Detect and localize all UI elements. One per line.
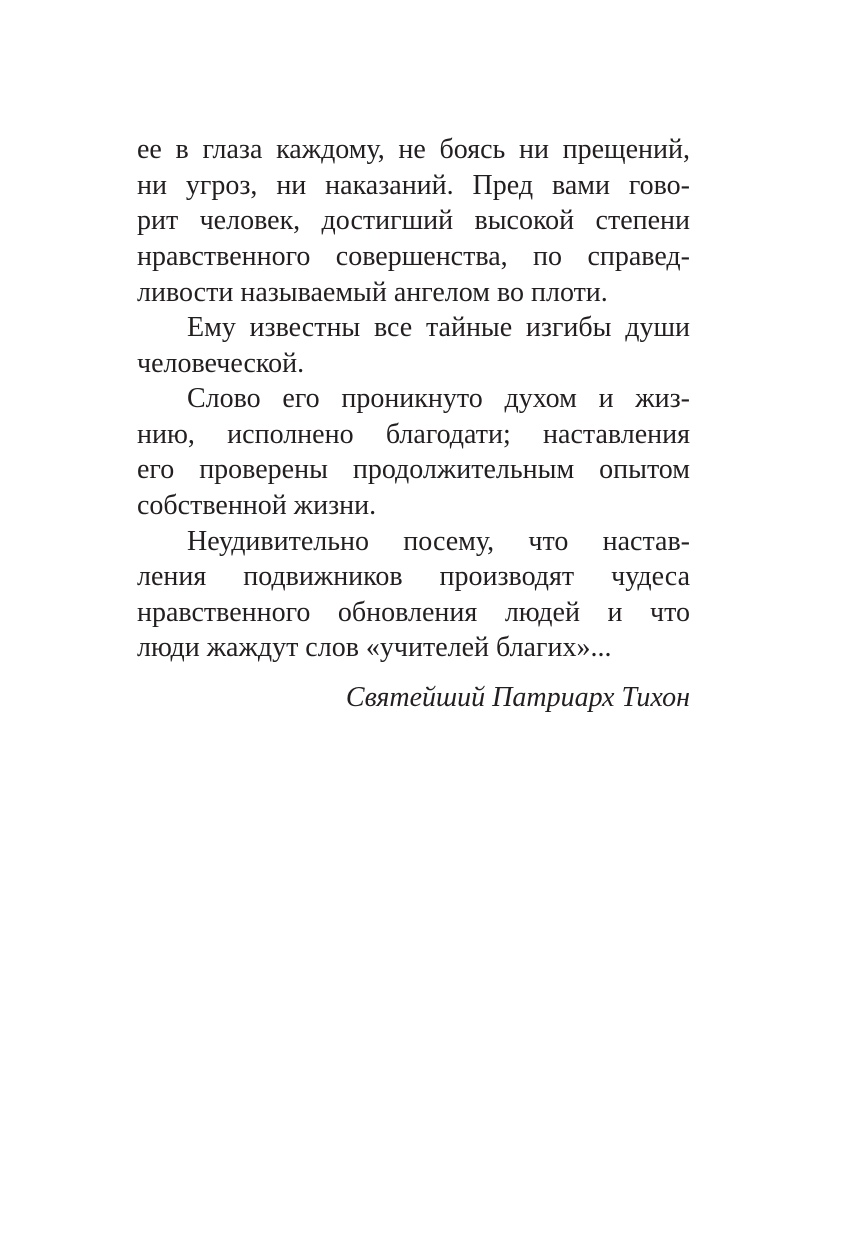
text-line: рит человек, достигший высокой степени: [137, 205, 690, 236]
text-line: ее в глаза каждому, не боясь ни прещений,: [137, 134, 690, 165]
text-line: нию, исполнено благодати; наставления: [137, 419, 690, 450]
text-line: ни угроз, ни наказаний. Пред вами гово-: [137, 170, 690, 201]
text-line: нравственного обновления людей и что: [137, 597, 690, 628]
text-line: нравственного совершенства, по справед-: [137, 241, 690, 272]
text-line: Ему известны все тайные изгибы души: [187, 312, 690, 343]
text-line: Слово его проникнуто духом и жиз-: [187, 383, 690, 414]
text-line: Неудивительно посему, что настав-: [187, 526, 690, 557]
text-line: ления подвижников производят чудеса: [137, 561, 690, 592]
signature: Святейший Патриарх Тихон: [345, 682, 690, 713]
text-line: люди жаждут слов «учителей благих»...: [137, 632, 612, 663]
text-line: его проверены продолжительным опытом: [137, 454, 690, 485]
text-line: ливости называемый ангелом во плоти.: [137, 277, 608, 308]
text-line: человеческой.: [137, 348, 305, 379]
text-line: собственной жизни.: [137, 490, 377, 521]
